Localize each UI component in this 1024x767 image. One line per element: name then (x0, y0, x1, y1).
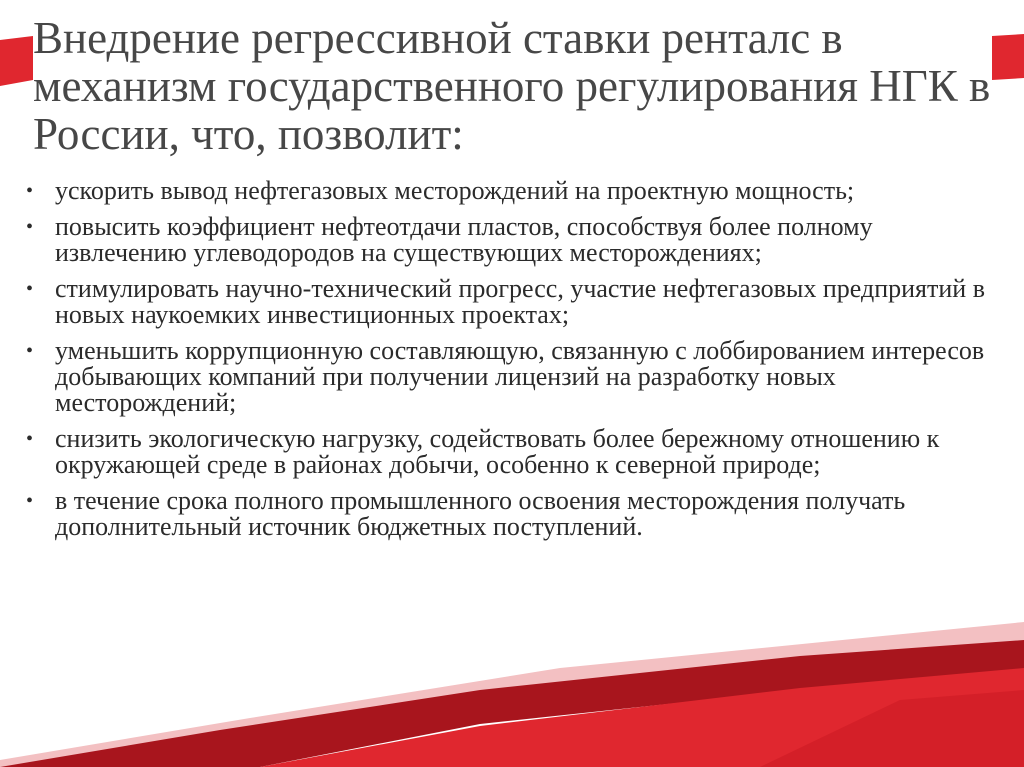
top-left-red-band (0, 36, 33, 86)
list-item (22, 338, 992, 416)
bullet-marker: • (26, 340, 34, 362)
list-item (22, 276, 992, 328)
list-item (22, 178, 992, 204)
bullet-text: в течение срока полного промышленного освоения месторождения получать дополнительный источник бюджетных поступлений. (55, 486, 906, 541)
bullet-marker: • (26, 216, 34, 238)
bullet-text: снизить экологическую нагрузку, содействовать более бережному отношению к окружающей среде в районах добычи, особенно к северной природе; (55, 424, 940, 479)
bullet-list (22, 178, 992, 550)
bullet-marker: • (26, 490, 34, 512)
list-item (22, 426, 992, 478)
bullet-marker: • (26, 180, 34, 202)
list-item (22, 214, 992, 266)
list-item (22, 488, 992, 540)
slide-title: Внедрение регрессивной ставки рентaлс в механизм государственного регулирования НГК в России, что, позволит: (33, 13, 991, 159)
bullet-text: ускорить вывод нефтегазовых месторождений на проектную мощность; (55, 176, 855, 205)
top-right-red-band (992, 34, 1024, 80)
bullet-marker: • (26, 278, 34, 300)
bullet-text: уменьшить коррупционную составляющую, связанную с лоббированием интересов добывающих компаний при получении лицензий на разработку новых месторождений; (55, 336, 985, 417)
bullet-text: повысить коэффициент нефтеотдачи пластов, способствуя более полному извлечению углеводородов на существующих месторождениях; (55, 212, 873, 267)
bullet-marker: • (26, 428, 34, 450)
bullet-text: стимулировать научно-технический прогресс, участие нефтегазовых предприятий в новых наукоемких инвестиционных проектах; (55, 274, 985, 329)
